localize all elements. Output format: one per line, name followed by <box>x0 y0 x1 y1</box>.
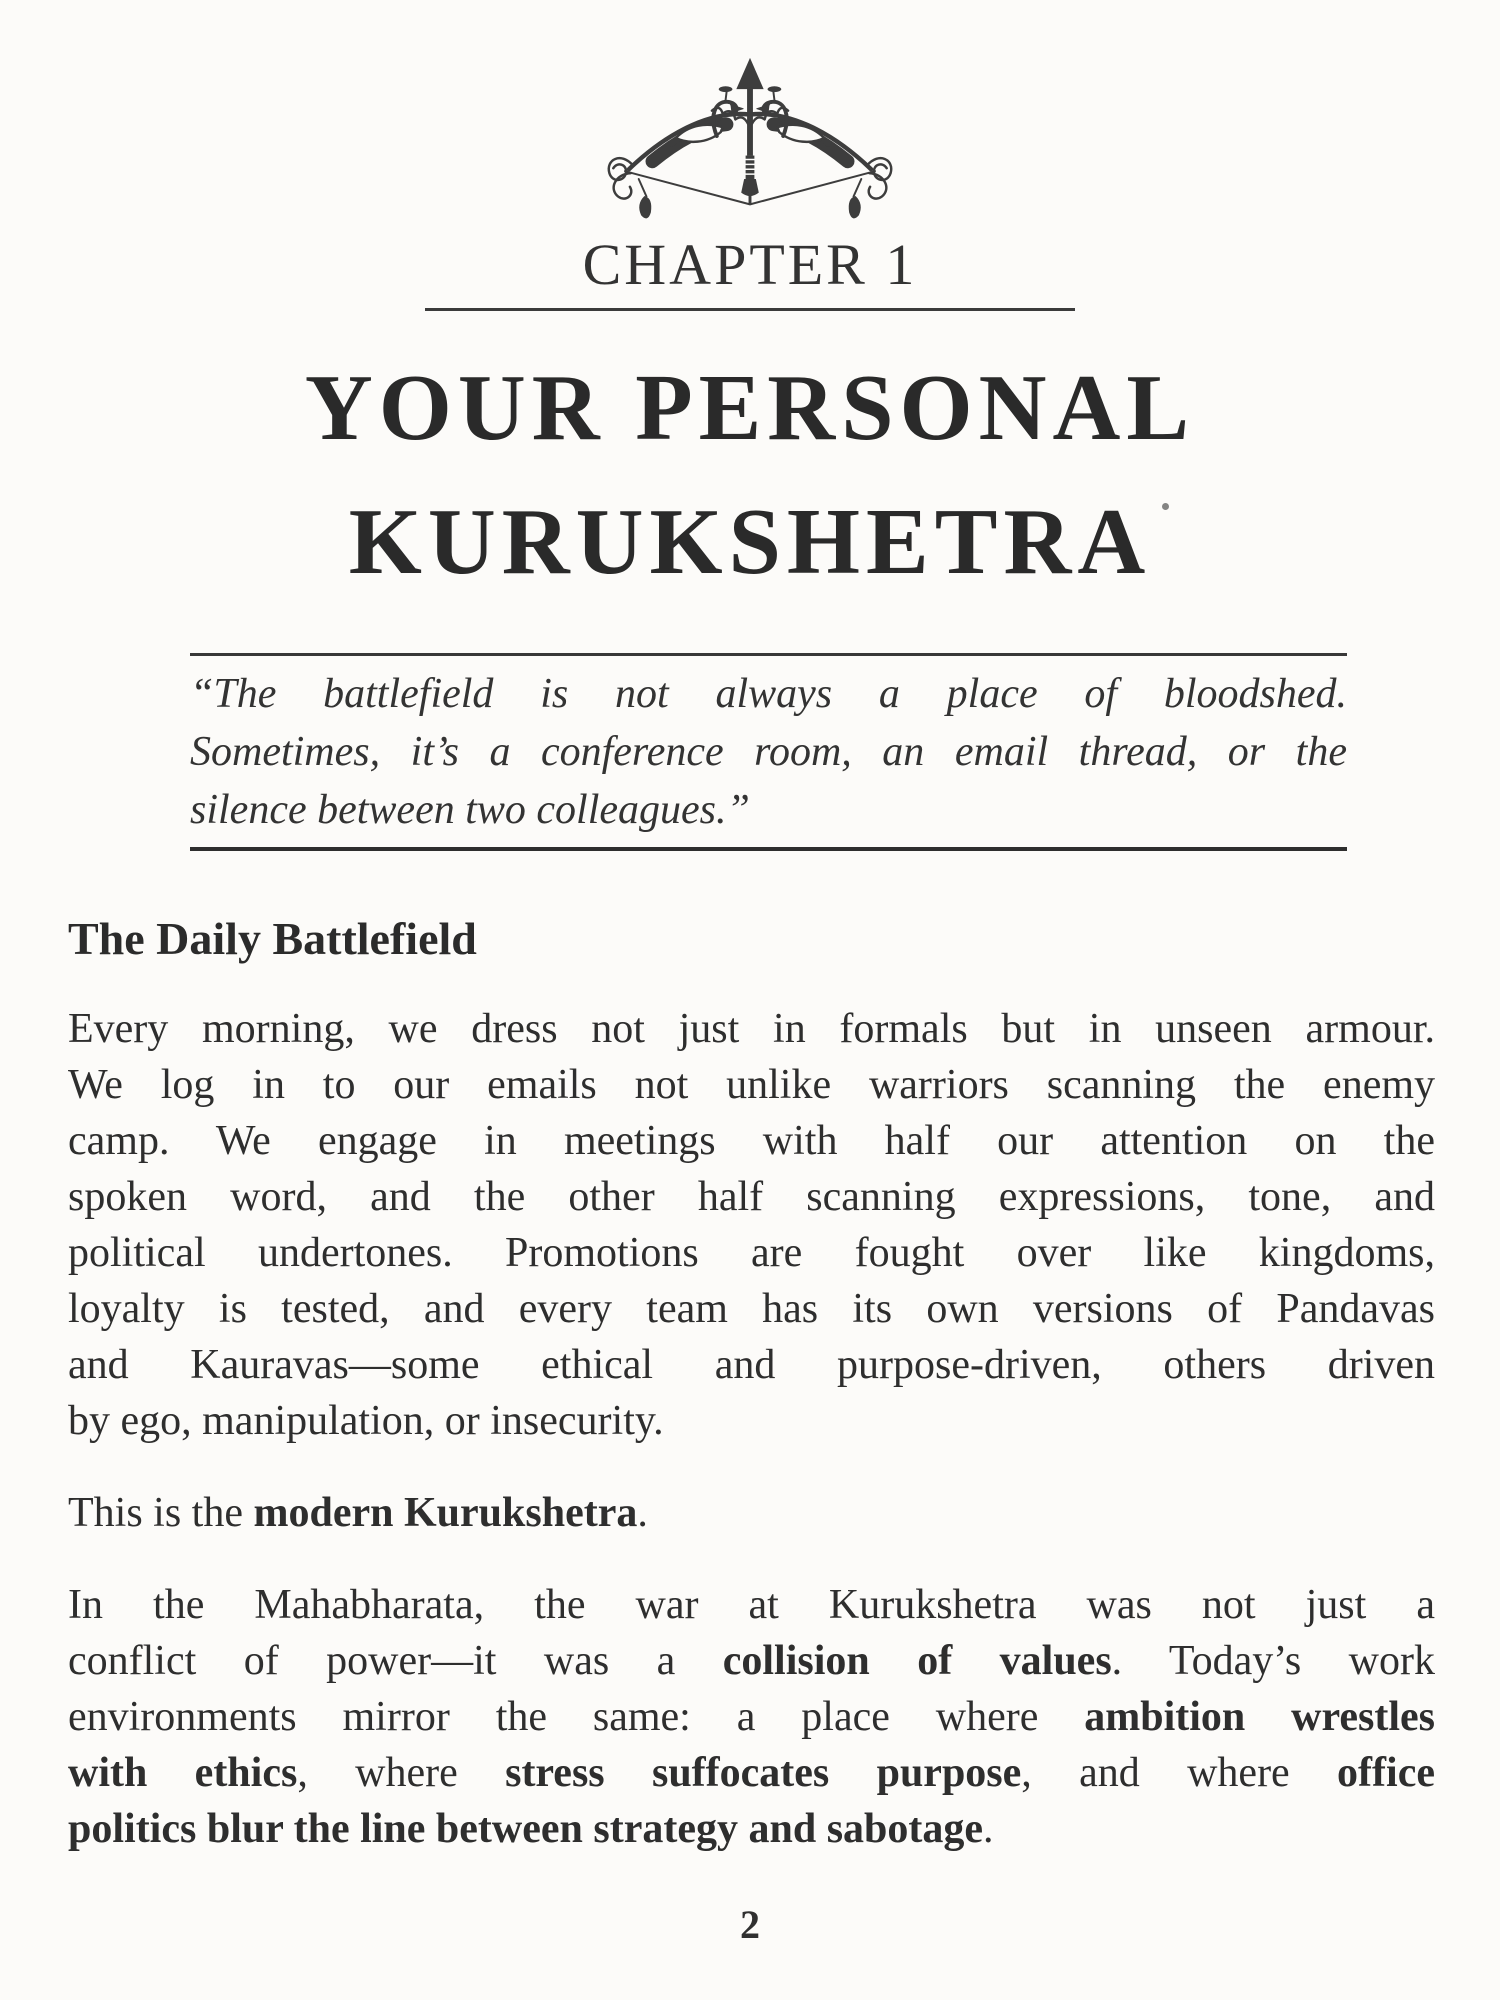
bold-text-segment: ambition wrestles <box>1084 1694 1436 1740</box>
text-segment: environments mirror the same: a place where <box>68 1694 1085 1740</box>
text-segment: camp. We engage in meetings with half our attention on the <box>68 1118 1435 1164</box>
text-line <box>68 1057 1435 1113</box>
text-segment: This is the <box>68 1490 254 1536</box>
chapter-title-line1: YOUR PERSONAL <box>304 356 1196 460</box>
bow-arrow-peacock-ornament <box>600 54 900 220</box>
text-segment: . <box>983 1806 994 1852</box>
text-line <box>68 1485 1435 1541</box>
paragraph-1 <box>68 1001 1435 1449</box>
section-heading: The Daily Battlefield <box>68 913 477 964</box>
bold-text-segment: collision of values <box>722 1638 1112 1684</box>
text-segment: by ego, manipulation, or insecurity. <box>68 1398 664 1444</box>
text-segment: Sometimes, it’s a conference room, an email thread, or the <box>190 729 1347 775</box>
text-segment: Every morning, we dress not just in formals but in unseen armour. <box>68 1006 1435 1052</box>
text-segment: We log in to our emails not unlike warriors scanning the enemy <box>68 1062 1435 1108</box>
bold-text-segment: office <box>1337 1750 1435 1796</box>
text-segment: “The battlefield is not always a place of bloodshed. <box>190 671 1347 717</box>
epigraph-quote <box>190 653 1347 851</box>
chapter-divider-rule <box>425 308 1075 311</box>
text-line <box>68 1337 1435 1393</box>
text-segment: political undertones. Promotions are fought over like kingdoms, <box>68 1230 1435 1276</box>
text-line <box>68 1393 1435 1449</box>
text-segment: . Today’s work <box>1111 1638 1435 1684</box>
paragraph-3 <box>68 1577 1435 1857</box>
text-line <box>190 781 1347 839</box>
text-line <box>68 1169 1435 1225</box>
chapter-title <box>0 341 1500 609</box>
text-segment: conflict of power—it was a <box>68 1638 723 1684</box>
text-segment: . <box>637 1490 648 1536</box>
text-segment: silence between two colleagues.” <box>190 787 750 833</box>
text-segment: loyalty is tested, and every team has its own versions of Pandavas <box>68 1286 1435 1332</box>
scan-artifact-dot <box>1162 503 1169 510</box>
bold-text-segment: stress suffocates purpose <box>505 1750 1022 1796</box>
bold-text-segment: modern Kurukshetra <box>253 1490 638 1536</box>
text-line <box>190 665 1347 723</box>
text-line <box>68 1001 1435 1057</box>
page-body <box>0 653 1500 1857</box>
text-segment: and Kauravas—some ethical and purpose-driven, others driven <box>68 1342 1435 1388</box>
text-line <box>68 1577 1435 1633</box>
chapter-label: CHAPTER 1 <box>582 232 918 297</box>
text-line <box>68 1801 1435 1857</box>
text-segment: spoken word, and the other half scanning expressions, tone, and <box>68 1174 1435 1220</box>
text-line <box>68 1633 1435 1689</box>
chapter-title-line2: KURUKSHETRA <box>348 490 1152 594</box>
page-number: 2 <box>740 1902 760 1947</box>
bold-text-segment: politics blur the line between strategy and sabotage <box>68 1806 984 1852</box>
text-line <box>68 1113 1435 1169</box>
text-line <box>190 723 1347 781</box>
text-segment: In the Mahabharata, the war at Kurukshetra was not just a <box>68 1582 1435 1628</box>
text-line <box>68 1281 1435 1337</box>
bold-text-segment: with ethics <box>68 1750 298 1796</box>
text-line <box>68 1225 1435 1281</box>
text-line <box>68 1745 1435 1801</box>
text-segment: , and where <box>1021 1750 1338 1796</box>
paragraph-2 <box>68 1485 1435 1541</box>
text-line <box>68 1689 1435 1745</box>
text-segment: , where <box>297 1750 506 1796</box>
